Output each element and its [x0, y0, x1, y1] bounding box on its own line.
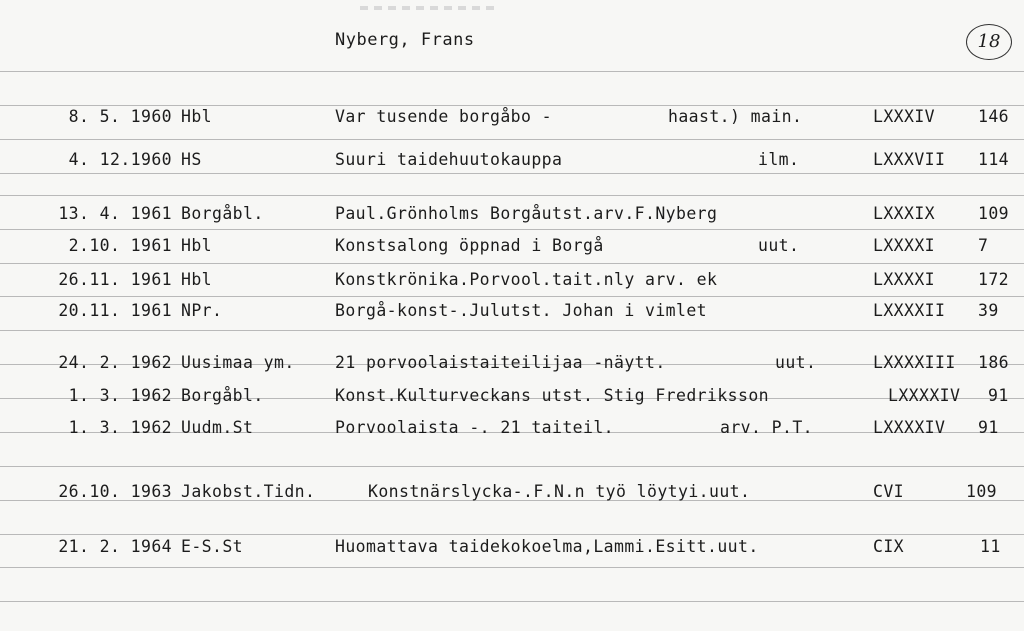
faint-typing-marks [360, 6, 500, 10]
entry-row [0, 385, 1024, 411]
entry-date: 4. 12.1960 [68, 150, 172, 169]
ruled-line [0, 263, 1024, 264]
entry-row [0, 203, 1024, 229]
entry-title: Konstkrönika.Porvool.tait.nly arv. ek [335, 270, 718, 289]
ruled-line [0, 601, 1024, 602]
entry-source: Hbl [181, 107, 213, 126]
entry-row [0, 149, 1024, 175]
entry-page: 186 [978, 353, 1010, 372]
entry-title: Porvoolaista -. 21 taiteil. [335, 418, 615, 437]
entry-volume: LXXXXIV [888, 386, 961, 405]
entry-page: 91 [988, 386, 1009, 405]
entry-source: Hbl [181, 270, 213, 289]
entry-date: 26.10. 1963 [58, 482, 172, 501]
entry-note: uut. [758, 236, 800, 255]
entry-row [0, 269, 1024, 295]
entry-source: Jakobst.Tidn. [181, 482, 316, 501]
entry-page: 114 [978, 150, 1010, 169]
entry-volume: LXXXXIII [873, 353, 956, 372]
entry-page: 11 [980, 537, 1001, 556]
ruled-line [0, 71, 1024, 72]
entry-note: arv. P.T. [720, 418, 814, 437]
entry-volume: CVI [873, 482, 905, 501]
entry-title: Konstnärslycka-.F.N.n työ löytyi.uut. [368, 482, 751, 501]
ruled-line [0, 567, 1024, 568]
entry-source: Borgåbl. [181, 386, 264, 405]
entry-date: 1. 3. 1962 [68, 386, 172, 405]
entry-row [0, 352, 1024, 378]
entry-page: 91 [978, 418, 999, 437]
entry-date: 1. 3. 1962 [68, 418, 172, 437]
entry-source: Hbl [181, 236, 213, 255]
entry-volume: LXXXIX [873, 204, 936, 223]
ruled-line [0, 229, 1024, 230]
entry-row [0, 536, 1024, 562]
entry-title: Var tusende borgåbo - [335, 107, 553, 126]
entry-title: Suuri taidehuutokauppa [335, 150, 563, 169]
entry-volume: LXXXXII [873, 301, 946, 320]
card-title: Nyberg, Frans [335, 30, 475, 50]
entry-page: 39 [978, 301, 999, 320]
entry-note: haast.) main. [668, 107, 803, 126]
entry-page: 7 [978, 236, 989, 255]
entry-volume: LXXXVII [873, 150, 946, 169]
ruled-line [0, 139, 1024, 140]
ruled-line [0, 195, 1024, 196]
ruled-line [0, 534, 1024, 535]
entry-title: Konst.Kulturveckans utst. Stig Fredriksson [335, 386, 770, 405]
entry-source: E-S.St [181, 537, 244, 556]
entry-page: 109 [966, 482, 998, 501]
entry-source: Uusimaa ym. [181, 353, 295, 372]
entry-volume: LXXXXIV [873, 418, 946, 437]
entry-row [0, 481, 1024, 507]
entry-volume: LXXXXI [873, 236, 936, 255]
entry-volume: CIX [873, 537, 905, 556]
entry-title: Borgå-konst-.Julutst. Johan i vimlet [335, 301, 708, 320]
entry-date: 26.11. 1961 [58, 270, 172, 289]
entry-row [0, 300, 1024, 326]
ruled-line [0, 330, 1024, 331]
entry-source: Uudm.St [181, 418, 254, 437]
entry-source: HS [181, 150, 202, 169]
entry-row [0, 417, 1024, 443]
entry-page: 172 [978, 270, 1010, 289]
entry-title: 21 porvoolaistaiteilijaa -näytt. [335, 353, 666, 372]
ruled-line [0, 466, 1024, 467]
entry-date: 24. 2. 1962 [58, 353, 172, 372]
entry-volume: LXXXXI [873, 270, 936, 289]
entry-source: Borgåbl. [181, 204, 264, 223]
entry-title: Paul.Grönholms Borgåutst.arv.F.Nyberg [335, 204, 718, 223]
entry-source: NPr. [181, 301, 223, 320]
entry-volume: LXXXIV [873, 107, 936, 126]
entry-date: 20.11. 1961 [58, 301, 172, 320]
entry-date: 13. 4. 1961 [58, 204, 172, 223]
entry-note: ilm. [758, 150, 800, 169]
entry-title: Konstsalong öppnad i Borgå [335, 236, 604, 255]
entry-page: 146 [978, 107, 1010, 126]
entry-date: 21. 2. 1964 [58, 537, 172, 556]
entry-date: 2.10. 1961 [68, 236, 172, 255]
ruled-line [0, 296, 1024, 297]
entry-note: uut. [775, 353, 817, 372]
entry-title: Huomattava taidekokoelma,Lammi.Esitt.uut. [335, 537, 759, 556]
entry-page: 109 [978, 204, 1010, 223]
card-number-circle: 18 [966, 24, 1012, 60]
entry-date: 8. 5. 1960 [68, 107, 172, 126]
entry-row [0, 235, 1024, 261]
entry-row [0, 106, 1024, 132]
